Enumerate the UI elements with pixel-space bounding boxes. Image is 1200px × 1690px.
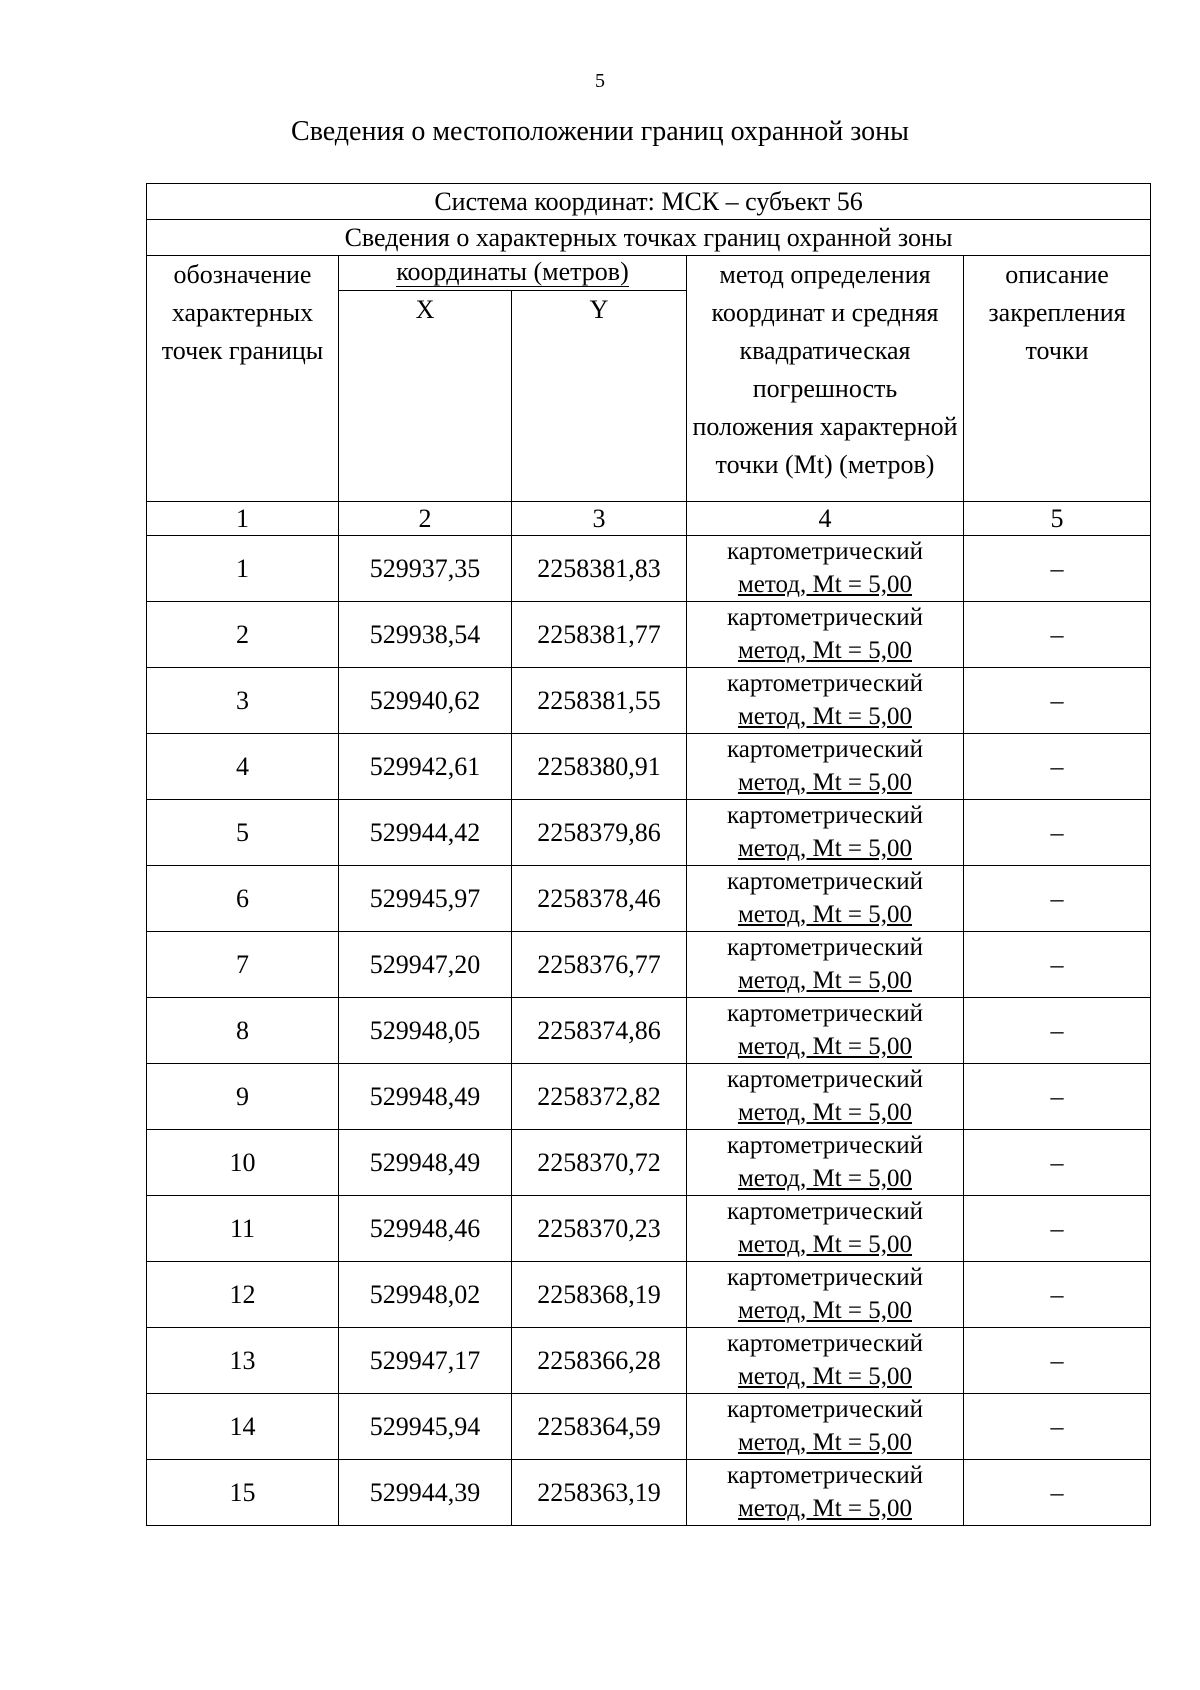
table-row [147, 668, 1151, 734]
x-coordinate-cell: 529947,17 [339, 1328, 512, 1394]
description-cell: – [964, 800, 1151, 866]
table-row [147, 932, 1151, 998]
method-line-1: картометрический [727, 1396, 923, 1423]
header-description: описание закрепления точки [964, 256, 1151, 502]
description-cell: – [964, 866, 1151, 932]
method-line-2: метод, Mt = 5,00 [737, 1428, 913, 1456]
description-cell: – [964, 1064, 1151, 1130]
method-line-1: картометрический [727, 1066, 923, 1093]
table-row [147, 1262, 1151, 1328]
table-row [147, 1130, 1151, 1196]
y-coordinate-cell: 2258372,82 [512, 1064, 687, 1130]
header-y: Y [512, 291, 687, 502]
header-x: X [339, 291, 512, 502]
column-numbers-row [147, 502, 1151, 536]
x-coordinate-cell: 529937,35 [339, 536, 512, 602]
column-number: 5 [964, 502, 1151, 536]
y-coordinate-cell: 2258380,91 [512, 734, 687, 800]
method-line-2: метод, Mt = 5,00 [737, 1032, 913, 1060]
y-coordinate-cell: 2258378,46 [512, 866, 687, 932]
method-cell [687, 536, 964, 602]
x-coordinate-cell: 529944,42 [339, 800, 512, 866]
method-line-2: метод, Mt = 5,00 [737, 834, 913, 862]
method-line-1: картометрический [727, 1330, 923, 1357]
method-line-1: картометрический [727, 1198, 923, 1225]
column-number: 1 [147, 502, 339, 536]
method-line-1: картометрический [727, 538, 923, 565]
header-method: метод определения координат и средняя квадратическая погрешность положения характерной точки (Mt) (метров) [687, 256, 964, 502]
point-number-cell: 13 [147, 1328, 339, 1394]
x-coordinate-cell: 529948,49 [339, 1130, 512, 1196]
point-number-cell: 5 [147, 800, 339, 866]
column-headers-row [147, 256, 1151, 291]
point-number-cell: 15 [147, 1460, 339, 1526]
coordinates-table [146, 183, 1151, 1526]
point-number-cell: 3 [147, 668, 339, 734]
coordinate-system-row [147, 184, 1151, 220]
point-number-cell: 2 [147, 602, 339, 668]
description-cell: – [964, 1460, 1151, 1526]
table-row [147, 734, 1151, 800]
table-row [147, 536, 1151, 602]
method-line-2: метод, Mt = 5,00 [737, 702, 913, 730]
point-number-cell: 1 [147, 536, 339, 602]
method-cell [687, 1262, 964, 1328]
description-cell: – [964, 932, 1151, 998]
table-row [147, 602, 1151, 668]
y-coordinate-cell: 2258381,83 [512, 536, 687, 602]
table-row [147, 1460, 1151, 1526]
method-cell [687, 1394, 964, 1460]
method-line-2: метод, Mt = 5,00 [737, 1296, 913, 1324]
method-cell [687, 602, 964, 668]
x-coordinate-cell: 529948,49 [339, 1064, 512, 1130]
method-cell [687, 1064, 964, 1130]
description-cell: – [964, 734, 1151, 800]
method-cell [687, 1130, 964, 1196]
y-coordinate-cell: 2258370,72 [512, 1130, 687, 1196]
y-coordinate-cell: 2258379,86 [512, 800, 687, 866]
page-number: 5 [595, 70, 605, 92]
method-cell [687, 668, 964, 734]
method-line-2: метод, Mt = 5,00 [737, 636, 913, 664]
method-line-2: метод, Mt = 5,00 [737, 966, 913, 994]
description-cell: – [964, 1328, 1151, 1394]
section-title: Сведения о характерных точках границ охранной зоны [147, 220, 1151, 256]
description-cell: – [964, 998, 1151, 1064]
y-coordinate-cell: 2258374,86 [512, 998, 687, 1064]
x-coordinate-cell: 529940,62 [339, 668, 512, 734]
header-point-designation: обозначение характерных точек границы [147, 256, 339, 502]
y-coordinate-cell: 2258363,19 [512, 1460, 687, 1526]
table-row [147, 998, 1151, 1064]
x-coordinate-cell: 529947,20 [339, 932, 512, 998]
method-line-1: картометрический [727, 934, 923, 961]
point-number-cell: 7 [147, 932, 339, 998]
x-coordinate-cell: 529944,39 [339, 1460, 512, 1526]
method-line-1: картометрический [727, 802, 923, 829]
x-coordinate-cell: 529948,46 [339, 1196, 512, 1262]
x-coordinate-cell: 529945,94 [339, 1394, 512, 1460]
y-coordinate-cell: 2258381,55 [512, 668, 687, 734]
column-number: 3 [512, 502, 687, 536]
y-coordinate-cell: 2258381,77 [512, 602, 687, 668]
description-cell: – [964, 1262, 1151, 1328]
point-number-cell: 11 [147, 1196, 339, 1262]
table-body [147, 184, 1151, 1526]
method-line-1: картометрический [727, 868, 923, 895]
method-line-1: картометрический [727, 670, 923, 697]
table-row [147, 1328, 1151, 1394]
method-cell [687, 1460, 964, 1526]
method-cell [687, 932, 964, 998]
description-cell: – [964, 1394, 1151, 1460]
table-row [147, 1196, 1151, 1262]
method-line-2: метод, Mt = 5,00 [737, 768, 913, 796]
method-line-2: метод, Mt = 5,00 [737, 570, 913, 598]
column-number: 2 [339, 502, 512, 536]
description-cell: – [964, 1196, 1151, 1262]
header-coordinates-label: координаты (метров) [396, 257, 629, 286]
column-number: 4 [687, 502, 964, 536]
table-row [147, 1064, 1151, 1130]
y-coordinate-cell: 2258370,23 [512, 1196, 687, 1262]
method-line-2: метод, Mt = 5,00 [737, 1230, 913, 1258]
section-title-row [147, 220, 1151, 256]
method-line-1: картометрический [727, 1132, 923, 1159]
point-number-cell: 8 [147, 998, 339, 1064]
method-line-1: картометрический [727, 736, 923, 763]
table-row [147, 800, 1151, 866]
description-cell: – [964, 668, 1151, 734]
document-title: Сведения о местоположении границ охранной зоны [291, 116, 909, 147]
method-line-2: метод, Mt = 5,00 [737, 1164, 913, 1192]
point-number-cell: 6 [147, 866, 339, 932]
point-number-cell: 9 [147, 1064, 339, 1130]
method-line-1: картометрический [727, 1264, 923, 1291]
y-coordinate-cell: 2258368,19 [512, 1262, 687, 1328]
x-coordinate-cell: 529938,54 [339, 602, 512, 668]
x-coordinate-cell: 529945,97 [339, 866, 512, 932]
method-cell [687, 734, 964, 800]
point-number-cell: 12 [147, 1262, 339, 1328]
method-cell [687, 866, 964, 932]
method-cell [687, 1196, 964, 1262]
table-row [147, 866, 1151, 932]
method-line-1: картометрический [727, 1000, 923, 1027]
method-cell [687, 1328, 964, 1394]
method-line-2: метод, Mt = 5,00 [737, 1362, 913, 1390]
description-cell: – [964, 602, 1151, 668]
description-cell: – [964, 536, 1151, 602]
y-coordinate-cell: 2258376,77 [512, 932, 687, 998]
method-line-2: метод, Mt = 5,00 [737, 900, 913, 928]
x-coordinate-cell: 529948,05 [339, 998, 512, 1064]
method-line-2: метод, Mt = 5,00 [737, 1494, 913, 1522]
method-line-2: метод, Mt = 5,00 [737, 1098, 913, 1126]
point-number-cell: 10 [147, 1130, 339, 1196]
y-coordinate-cell: 2258366,28 [512, 1328, 687, 1394]
point-number-cell: 4 [147, 734, 339, 800]
y-coordinate-cell: 2258364,59 [512, 1394, 687, 1460]
table-row [147, 1394, 1151, 1460]
x-coordinate-cell: 529942,61 [339, 734, 512, 800]
method-cell [687, 800, 964, 866]
method-line-1: картометрический [727, 1462, 923, 1489]
method-cell [687, 998, 964, 1064]
method-line-1: картометрический [727, 604, 923, 631]
description-cell: – [964, 1130, 1151, 1196]
point-number-cell: 14 [147, 1394, 339, 1460]
coordinate-system-label: Система координат: МСК – субъект 56 [147, 184, 1151, 220]
header-coordinates [339, 256, 687, 291]
x-coordinate-cell: 529948,02 [339, 1262, 512, 1328]
